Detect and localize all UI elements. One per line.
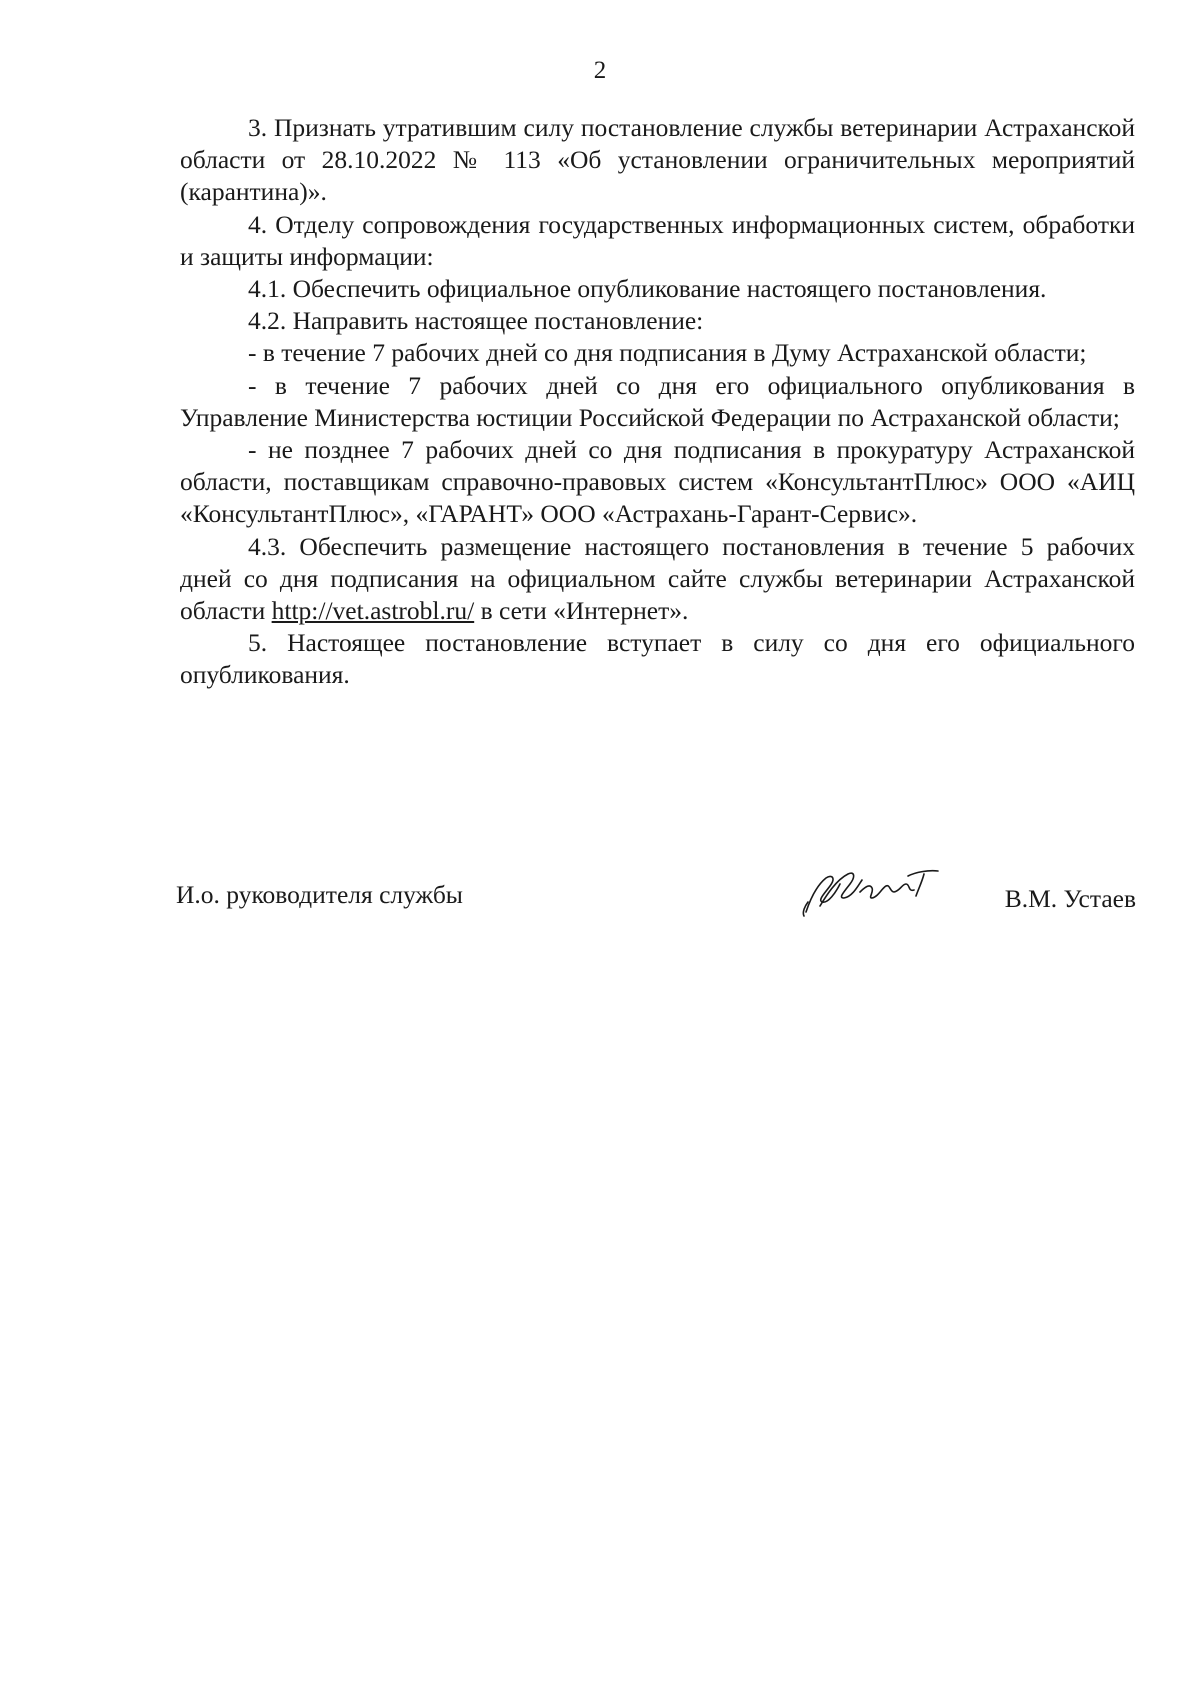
paragraph-4-2-item-prosecutor: - не позднее 7 рабочих дней со дня подписания в прокуратуру Астраханской области, поставщикам справочно-правовых систем «КонсультантПлюс» ООО «АИЦ «КонсультантПлюс», «ГАРАНТ» ООО «Астрахань-Гарант-Сервис». (180, 435, 1135, 529)
paragraph-4-3 (180, 531, 1135, 628)
signer-name: В.М. Устаев (1004, 884, 1136, 913)
signature-block (176, 862, 1136, 932)
paragraph-4: 4. Отделу сопровождения государственных информационных систем, обработки и защиты информации: (180, 209, 1135, 271)
paragraph-5: 5. Настоящее постановление вступает в силу со дня его официального опубликования. (180, 628, 1135, 690)
handwritten-signature (796, 862, 946, 924)
signer-position: И.о. руководителя службы (176, 880, 463, 909)
paragraph-4-3-text: 4.3. Обеспечить размещение настоящего постановления в течение 5 рабочих дней со дня подписания на официальном сайте службы ветеринарии Астраханской области (180, 531, 1135, 626)
document-body (180, 112, 1135, 692)
website-link[interactable]: http://vet.astrobl.ru/ (271, 596, 475, 626)
paragraph-4-2-item-ministry: - в течение 7 рабочих дней со дня его официального опубликования в Управление Министерства юстиции Российской Федерации по Астраханской области; (180, 370, 1135, 432)
paragraph-4-3-text-end: в сети «Интернет». (474, 596, 689, 626)
paragraph-4-1: 4.1. Обеспечить официальное опубликование настоящего постановления. (248, 274, 1047, 304)
paragraph-4-2-item-duma: - в течение 7 рабочих дней со дня подписания в Думу Астраханской области; (248, 338, 1087, 368)
page-number: 2 (593, 57, 607, 84)
paragraph-4-2: 4.2. Направить настоящее постановление: (248, 306, 704, 336)
paragraph-3: 3. Признать утратившим силу постановление службы ветеринарии Астраханской области от 28.10.2022 № 113 «Об установлении ограничительных мероприятий (карантина)». (180, 113, 1135, 207)
